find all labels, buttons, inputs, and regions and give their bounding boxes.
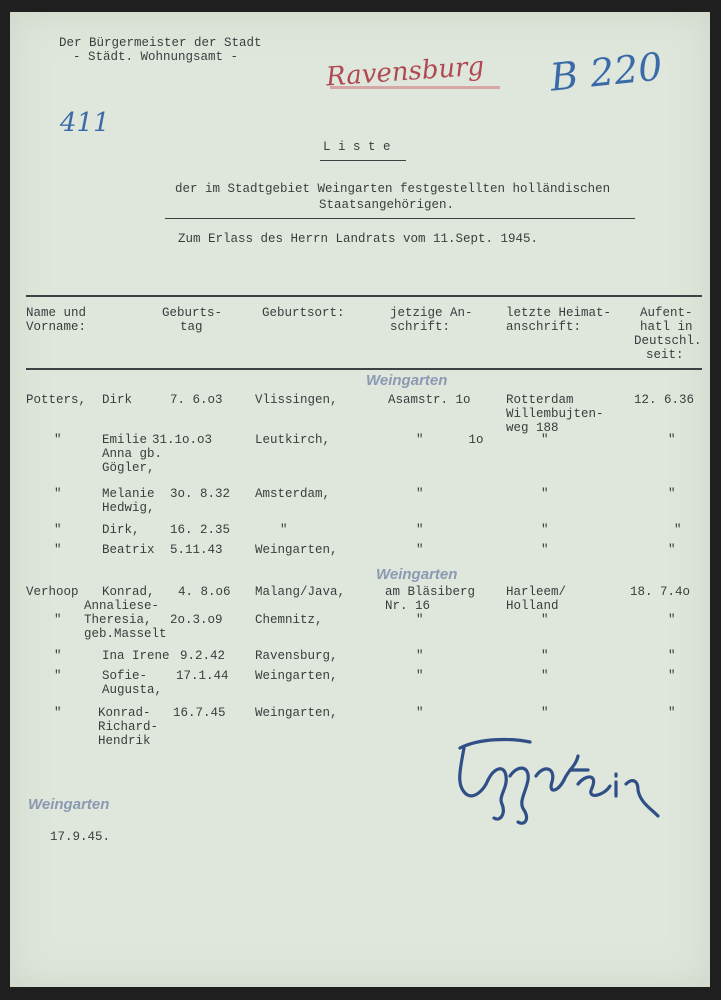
- subtitle-line-1: der im Stadtgebiet Weingarten festgestellten holländischen: [175, 182, 611, 196]
- document-page: Der Bürgermeister der Stadt - Städt. Wohnungsamt - Ravensburg B 220 411 L i s t e der im Stadtgebiet Weingarten festgestellten holländischen Staatsangehörigen. Zum Erlass des Herrn Landrats vom 11.Sept. 1945. Name und Vorname: Geburts- tag Geburtsort: jetzige An- schrift: letzte Heimat- anschrift: Aufent- hatl in Deutschl. seit: Potters, Dirk 7. 6.o3 Vlissingen, Asamstr. 1o Rotterdam Willembujten- weg 188 12. 6.36 " Emilie Anna gb. Gögler, 31.1o.o3 Leutkirch, " 1o " " " Melanie Hedwig, 3o. 8.32 Amsterdam, " " " " Dirk, 16. 2.35 " " " " " Beatrix 5.11.43 Weingarten, " " " Verhoop Konrad, 4. 8.o6 Malang/Java, am Bläsiberg Nr. 16 Harleem/ Holland 18. 7.4o " Annaliese- Theresia, geb.Masselt 2o.3.o9 Chemnitz, " " " " Ina Irene 9.2.42 Ravensburg, " " " " Sofie- Augusta, 17.1.44 Weingarten, " " " " Konrad- Richard- Hendrik 16.7.45 Weingarten, " " " Weingarten Weingarten Weingarten 17.9.45.: [10, 12, 710, 987]
- handwritten-file-number: B 220: [548, 44, 665, 100]
- authority-line-2: - Städt. Wohnungsamt -: [73, 50, 239, 64]
- table-header-rule: [26, 368, 702, 370]
- subtitle-line-2: Staatsangehörigen.: [319, 198, 455, 212]
- weingarten-stamp: Weingarten: [366, 372, 448, 389]
- authority-line-1: Der Bürgermeister der Stadt: [59, 36, 262, 50]
- handwritten-margin-number: 411: [60, 108, 110, 138]
- footer-date: 17.9.45.: [50, 830, 111, 844]
- subtitle-rule: [165, 218, 635, 219]
- weingarten-stamp: Weingarten: [28, 796, 110, 813]
- table-top-rule: [26, 295, 702, 297]
- decree-line: Zum Erlass des Herrn Landrats vom 11.Sept. 1945.: [178, 232, 539, 246]
- weingarten-stamp: Weingarten: [376, 566, 458, 583]
- handwritten-place-note: Ravensburg: [325, 51, 486, 93]
- signature: [440, 730, 670, 830]
- list-heading: L i s t e: [323, 140, 391, 154]
- red-underline: [330, 86, 500, 89]
- heading-underline: [320, 160, 406, 161]
